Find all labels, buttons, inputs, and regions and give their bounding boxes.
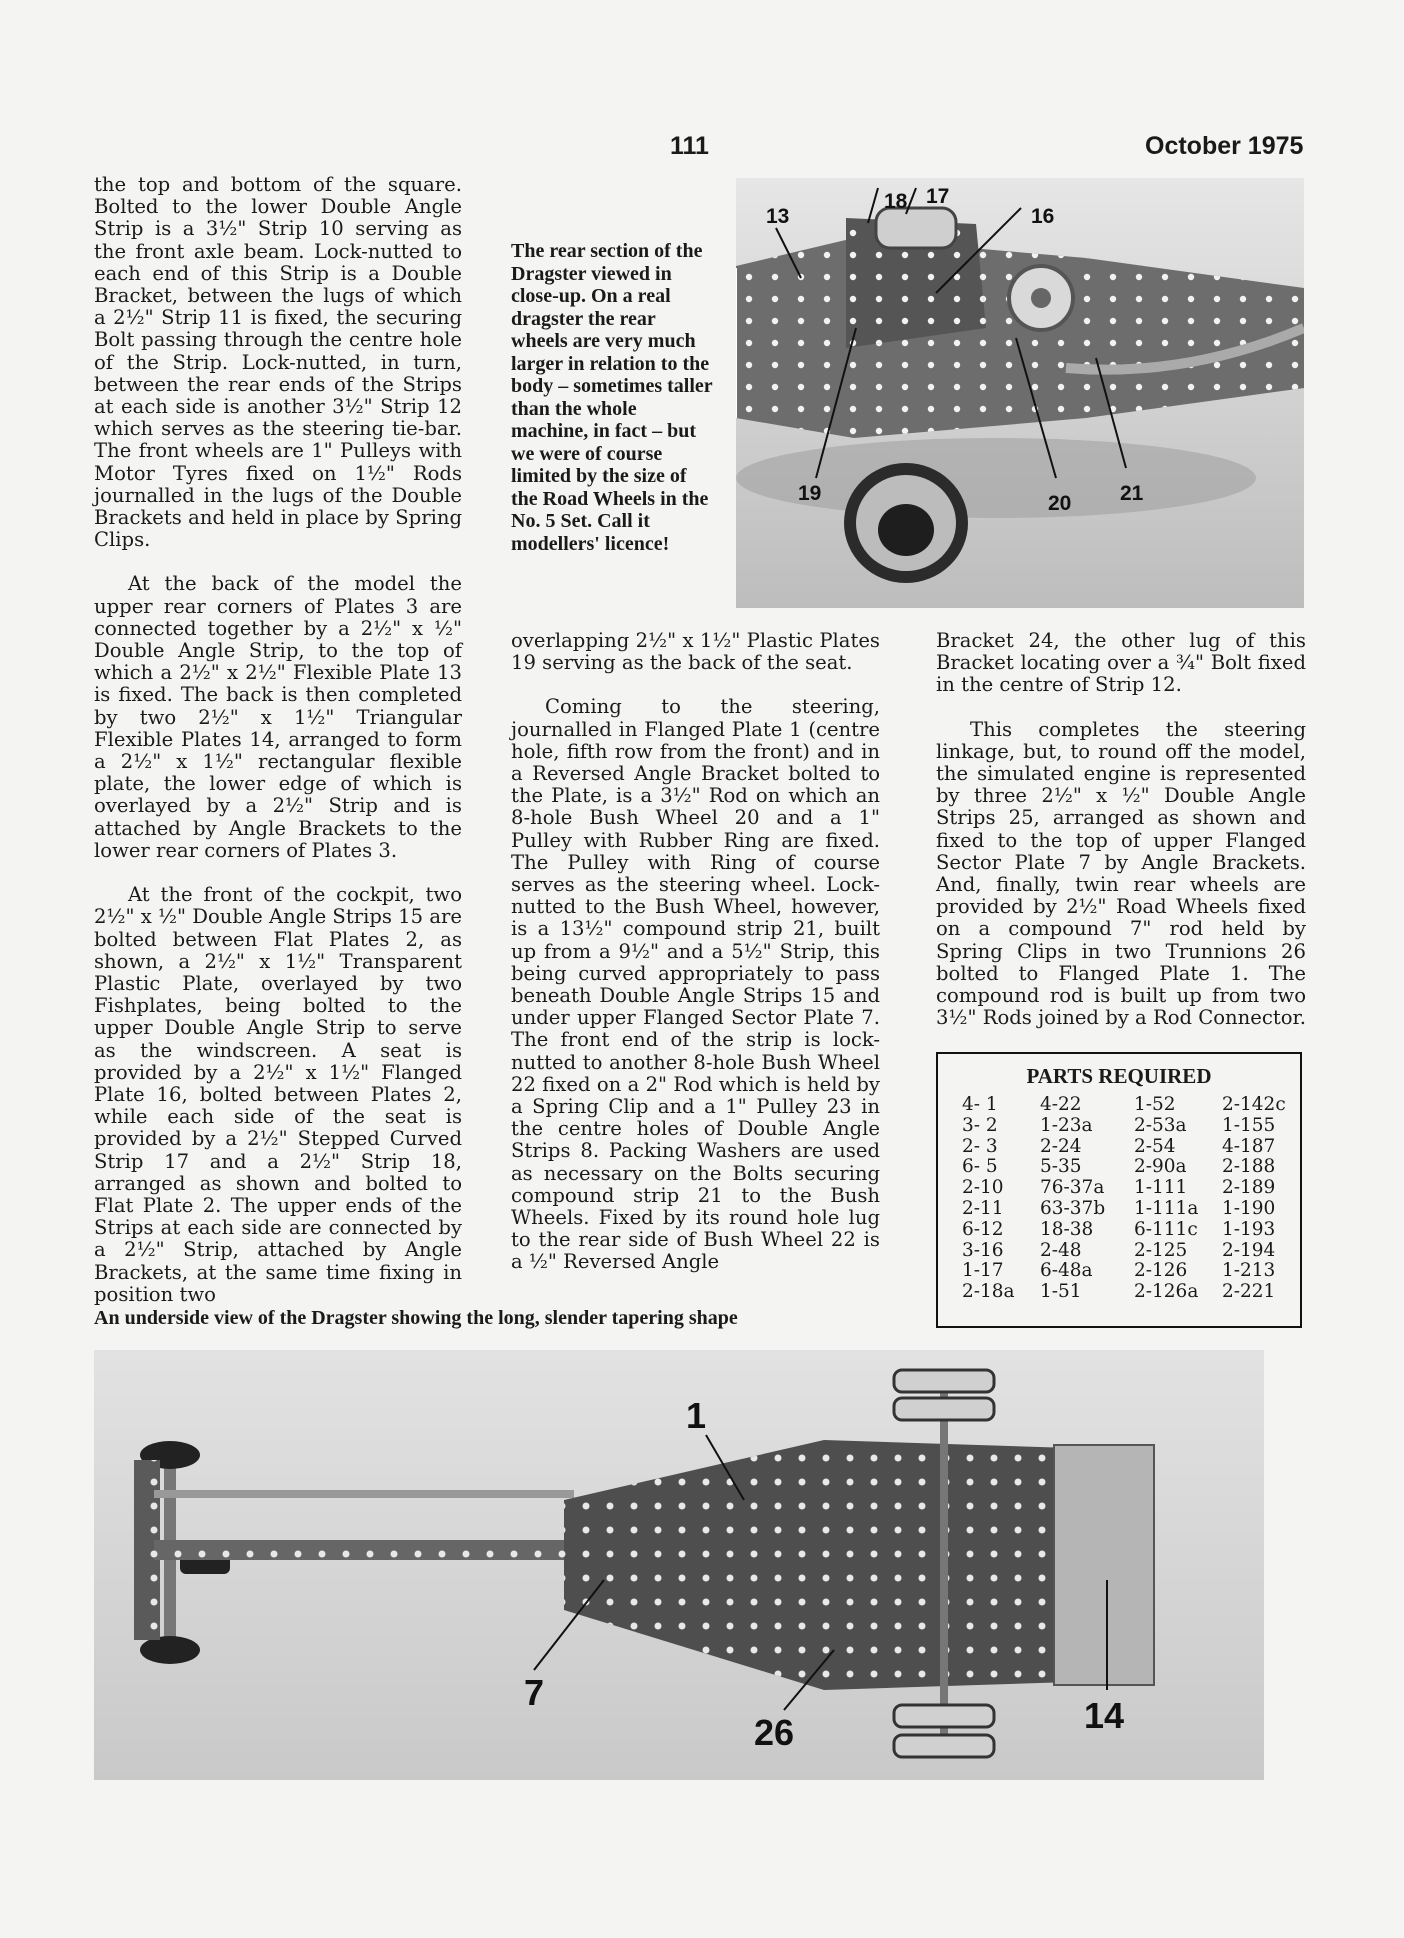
part-entry: 2-189 <box>1222 1177 1276 1199</box>
part-entry: 2-10 <box>962 1177 1004 1199</box>
part-entry: 2-125 <box>1134 1239 1188 1261</box>
part-entry: 2-18a <box>962 1281 1015 1303</box>
part-entry: 3-16 <box>962 1239 1004 1261</box>
part-entry: 6-111c <box>1134 1218 1198 1240</box>
parts-title: PARTS REQUIRED <box>1026 1064 1212 1088</box>
paragraph: the top and bottom of the square. Bolted to the lower Double Angle Strip is a 3½" Strip 10 serving as the front axle beam. Lock-nutted to each end of this Strip is a Double Bracket, between the lugs of which a 2½" Strip 11 is fixed, the securing Bolt passing through the centre hole of the Strip. Lock-nutted, in turn, between the rear ends of the Strips at each side is another 3½" Strip 12 which serves as the steering tie-bar. The front wheels are 1" Pulleys with Motor Tyres fixed on 1½" Rods journalled in the lugs of the Double Brackets and held in place by Spring Clips. <box>94 173 462 552</box>
part-entry: 5-35 <box>1040 1156 1082 1178</box>
part-entry: 1-51 <box>1040 1281 1082 1303</box>
paragraph: Bracket 24, the other lug of this Bracket locating over a ¾" Bolt fixed in the centre of Strip 12. <box>936 629 1306 697</box>
part-entry: 1-213 <box>1222 1260 1276 1282</box>
text-column-1 <box>94 174 462 1328</box>
paragraph: Coming to the steering, journalled in Flanged Plate 1 (centre hole, fifth row from the front) and in a Reversed Angle Bracket bolted to the Plate, is a 3½" Rod on which an 8-hole Bush Wheel 20 and a 1" Pulley with Rubber Ring are fixed. The Pulley with Ring of course serves as the steering wheel. Lock-nutted to the Bush Wheel, however, is a 13½" compound strip 21, built up from a 9½" and a 5½" Strip, this being curved appropriately to pass beneath Double Angle Strips 15 and under upper Flanged Sector Plate 7. The front end of the strip is lock-nutted to another 8-hole Bush Wheel 22 fixed on a 2" Rod which is held by a Spring Clip and a 1" Pulley 23 in the centre holes of Double Angle Strips 8. Packing Washers are used as necessary on the Bolts securing compound strip 21 to the Bush Wheels. Fixed by its round hole lug to the rear side of Bush Wheel 22 is a ½" Reversed Angle <box>511 695 880 1274</box>
part-entry: 18-38 <box>1040 1218 1094 1240</box>
part-entry: 1-17 <box>962 1260 1004 1282</box>
part-entry: 2- 3 <box>962 1135 998 1157</box>
part-entry: 6-12 <box>962 1218 1004 1240</box>
callout-label: 19 <box>798 482 822 505</box>
underside-photo <box>94 1350 1264 1780</box>
part-entry: 2-90a <box>1134 1156 1187 1178</box>
part-entry: 6-48a <box>1040 1260 1093 1282</box>
part-entry: 1-52 <box>1134 1094 1176 1115</box>
paragraph: overlapping 2½" x 1½" Plastic Plates 19 serving as the back of the seat. <box>511 629 880 675</box>
part-entry: 1-190 <box>1222 1197 1276 1219</box>
text-column-2 <box>511 630 880 1296</box>
part-entry: 1-193 <box>1222 1218 1276 1240</box>
paragraph: At the back of the model the upper rear corners of Plates 3 are connected together by a 2½" x ½" Double Angle Strip, to the top of which a 2½" x 2½" Flexible Plate 13 is fixed. The back is then completed by two 2½" x 1½" Triangular Flexible Plates 14, arranged to form a 2½" x 1½" rectangular flexible plate, the lower edge of which is overlayed by a 2½" Strip and is attached by Angle Brackets to the lower rear corners of Plates 3. <box>94 572 462 862</box>
part-entry: 3- 2 <box>962 1114 998 1136</box>
part-entry: 1-155 <box>1222 1114 1276 1136</box>
part-entry: 2-54 <box>1134 1135 1176 1157</box>
parts-list <box>962 1095 1300 1303</box>
callout-label: 16 <box>1031 205 1055 228</box>
callout-label: 21 <box>1120 482 1144 505</box>
rear-section-photo <box>736 178 1304 608</box>
part-entry: 2-48 <box>1040 1239 1082 1261</box>
part-entry: 2-188 <box>1222 1156 1276 1178</box>
callout-label: 18 <box>884 190 908 213</box>
part-entry: 2-126a <box>1134 1281 1199 1303</box>
part-entry: 2-126 <box>1134 1260 1188 1282</box>
part-entry: 4-22 <box>1040 1094 1082 1115</box>
part-entry: 4- 1 <box>962 1094 998 1115</box>
callout-label: 7 <box>524 1672 545 1713</box>
part-entry: 2-53a <box>1134 1114 1187 1136</box>
underside-photo-caption: An underside view of the Dragster showing the long, slender tapering shape <box>94 1307 738 1329</box>
issue-date: October 1975 <box>1145 132 1304 160</box>
part-entry: 2-24 <box>1040 1135 1082 1157</box>
part-entry: 63-37b <box>1040 1197 1106 1219</box>
part-entry: 2-194 <box>1222 1239 1276 1261</box>
part-entry: 6- 5 <box>962 1156 998 1178</box>
rear-photo-caption: The rear section of the Dragster viewed in close-up. On a real dragster the rear wheels are very much larger in relation to the body – sometimes taller than the whole machine, in fact – but we were of course limited by the size of the Road Wheels in the No. 5 Set. Call it modellers' licence! <box>511 240 713 555</box>
part-entry: 1-111 <box>1134 1177 1188 1199</box>
paragraph: This completes the steering linkage, but, to round off the model, the simulated engine is represented by three 2½" x ½" Double Angle Strips 25, arranged as shown and fixed to the top of upper Flanged Sector Plate 7 by Angle Brackets. And, finally, twin rear wheels are provided by 2½" Road Wheels fixed on a compound 7" rod held by Spring Clips in two Trunnions 26 bolted to Flanged Plate 1. The compound rod is built up from two 3½" Rods joined by a Rod Connector. <box>936 717 1306 1030</box>
callout-label: 1 <box>686 1395 707 1436</box>
callout-label: 20 <box>1048 492 1072 515</box>
text-column-3 <box>936 630 1306 1051</box>
part-entry: 1-23a <box>1040 1114 1093 1136</box>
part-entry: 2-221 <box>1222 1281 1276 1303</box>
part-entry: 2-142c <box>1222 1094 1286 1115</box>
callout-label: 14 <box>1084 1695 1125 1736</box>
part-entry: 2-11 <box>962 1197 1004 1219</box>
paragraph: At the front of the cockpit, two 2½" x ½" Double Angle Strips 15 are bolted between Flat Plates 2, as shown, a 2½" x 1½" Transparent Plastic Plate, overlayed by two Fishplates, being bolted to the upper Double Angle Strip to serve as the windscreen. A seat is provided by a 2½" x 1½" Flanged Plate 16, bolted between Plates 2, while each side of the seat is provided by a 2½" Stepped Curved Strip 17 and a 2½" Strip 18, arranged as shown and bolted to Flat Plate 2. The upper ends of the Strips at each side are connected by a 2½" Strip, attached by Angle Brackets, at the same time fixing in position two <box>94 883 462 1306</box>
callout-label: 17 <box>926 185 950 208</box>
part-entry: 76-37a <box>1040 1177 1105 1199</box>
parts-required-box <box>936 1052 1302 1328</box>
page-number: 111 <box>670 132 709 160</box>
part-entry: 4-187 <box>1222 1135 1276 1157</box>
part-entry: 1-111a <box>1134 1197 1199 1219</box>
callout-label: 26 <box>754 1712 795 1753</box>
callout-label: 13 <box>766 205 790 228</box>
